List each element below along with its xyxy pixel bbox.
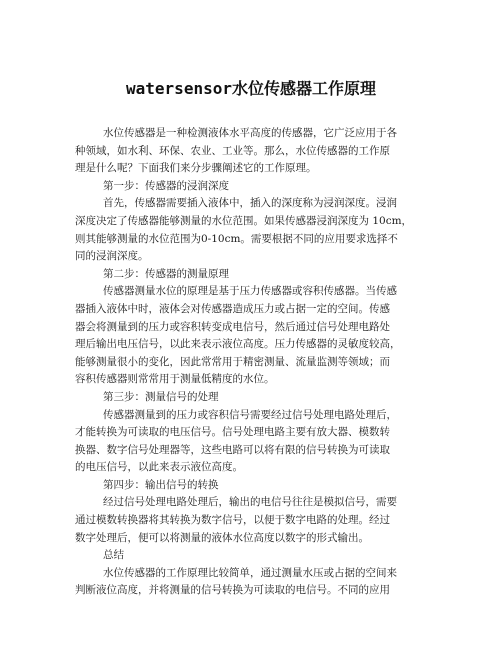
text-line: 容积传感器则常常用于测量低精度的水位。: [75, 373, 275, 386]
text-line: 水位传感器是一种检测液体水平高度的传感器，它广泛应用于各: [103, 127, 397, 139]
text-line: 种领域，如水利、环保、农业、工业等。那么，水位传感器的工作原: [75, 144, 390, 157]
text-line: 传感器测量到的压力或容积信号需要经过信号处理电路处理后，: [103, 408, 397, 421]
text-line: 换器、数字信号处理器等，这些电路可以将有限的信号转换为可读取: [75, 443, 390, 456]
text-line: 能够测量很小的变化，因此常常用于精密测量、流量监测等领域；而: [75, 355, 390, 368]
document-title: watersensor水位传感器工作原理: [126, 79, 376, 98]
text-line: 深度决定了传感器能够测量的水位范围。如果传感器浸润深度为 10cm，: [75, 214, 413, 227]
text-line: 传感器测量水位的原理是基于压力传感器或容积传感器。当传感: [103, 285, 397, 298]
text-line: 理后输出电压信号，以此来表示液位高度。压力传感器的灵敏度较高，: [75, 338, 401, 351]
document-body: [75, 125, 435, 600]
text-line: 总结: [103, 549, 124, 562]
text-line: 才能转换为可读取的电压信号。信号处理电路主要有放大器、模数转: [75, 426, 390, 439]
text-line: 的电压信号，以此来表示液位高度。: [75, 461, 243, 474]
text-line: 数字处理后，便可以将测量的液体水位高度以数字的形式输出。: [75, 531, 369, 544]
text-line: 第二步：传感器的测量原理: [103, 267, 229, 280]
text-line: 第一步：传感器的浸润深度: [103, 179, 229, 192]
text-line: 则其能够测量的水位范围为0-10cm。需要根据不同的应用要求选择不: [75, 232, 398, 245]
text-line: 判断液位高度，并将测量的信号转换为可读取的电信号。不同的应用: [75, 584, 390, 597]
text-line: 理是什么呢？下面我们来分步骤阐述它的工作原理。: [75, 162, 317, 175]
text-line: 第四步：输出信号的转换: [103, 478, 219, 491]
text-line: 器会将测量到的压力或容积转变成电信号，然后通过信号处理电路处: [75, 320, 390, 333]
text-line: 第三步：测量信号的处理: [103, 390, 219, 403]
text-line: 通过模数转换器将其转换为数字信号，以便于数字电路的处理。经过: [75, 514, 390, 527]
text-line: 水位传感器的工作原理比较简单，通过测量水压或占据的空间来: [103, 566, 397, 579]
text-line: 同的浸润深度。: [75, 250, 149, 263]
text-line: 器插入液体中时，液体会对传感器造成压力或占据一定的空间。传感: [75, 302, 390, 315]
text-line: 首先，传感器需要插入液体中，插入的深度称为浸润深度。浸润: [103, 197, 397, 210]
text-line: 经过信号处理电路处理后，输出的电信号往往是模拟信号，需要: [103, 496, 397, 509]
